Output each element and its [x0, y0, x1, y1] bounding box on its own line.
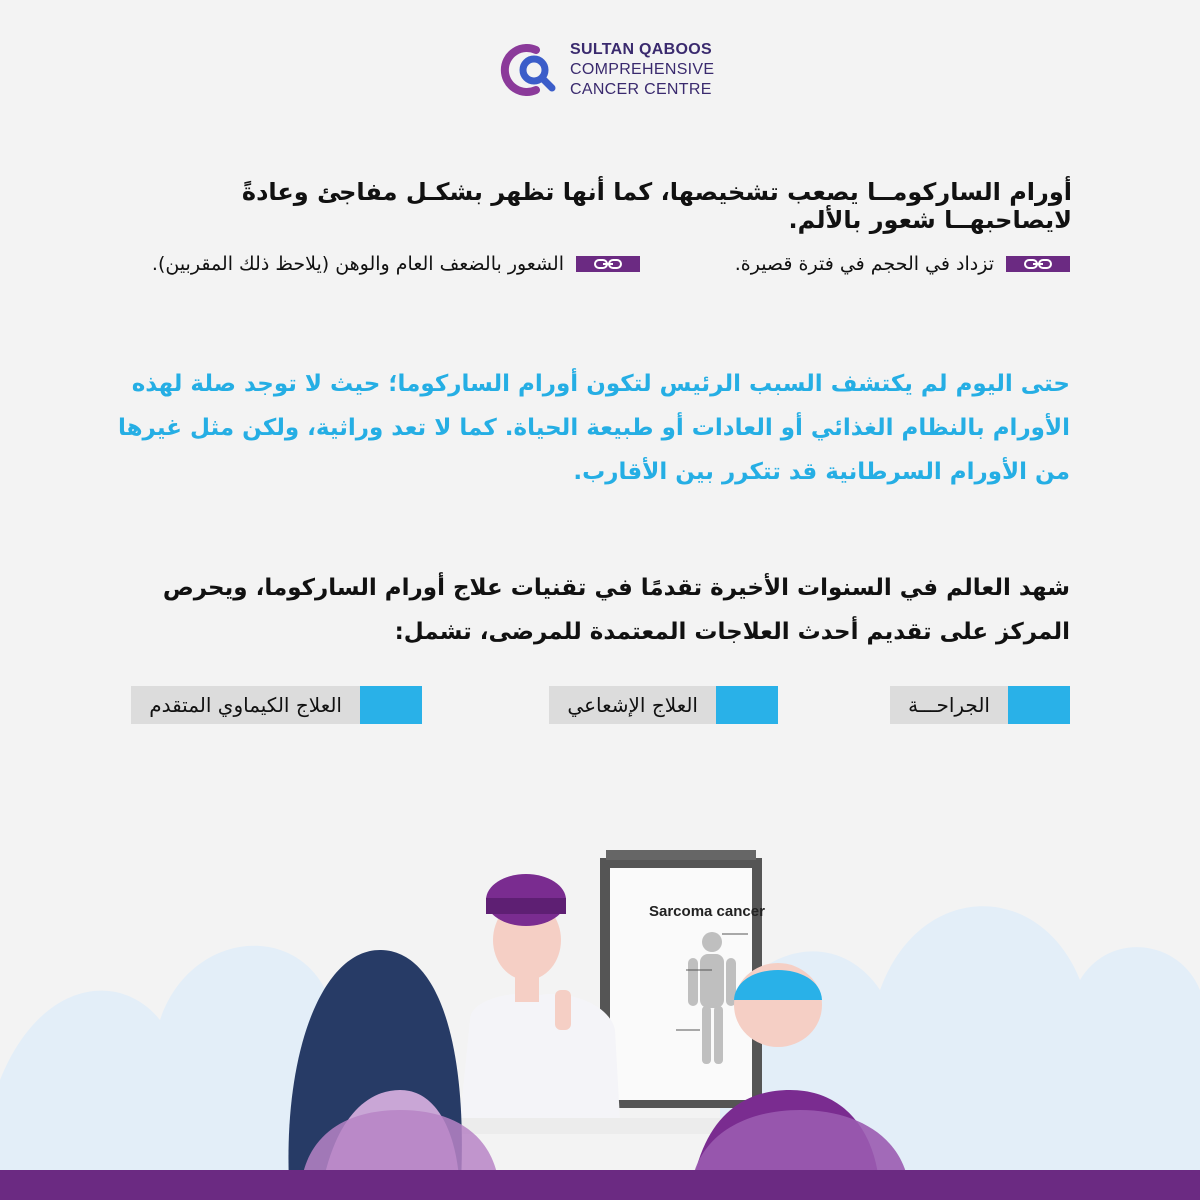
doctor-figure [460, 874, 620, 1120]
symptom-item [735, 252, 1070, 276]
symptom-text: تزداد في الحجم في فترة قصيرة. [734, 253, 994, 275]
footer-band [0, 1170, 1200, 1200]
link-chip-icon [1006, 256, 1070, 272]
symptom-text: الشعور بالضعف العام والوهن (يلاحظ ذلك المقربين). [151, 253, 564, 275]
treatment-label: الجراحـــة [908, 693, 990, 717]
link-chip-icon [576, 256, 640, 272]
treatment-pill-radiation [549, 686, 778, 724]
pill-marker [360, 686, 422, 724]
board-title: Sarcoma cancer [649, 903, 765, 920]
logo-text [570, 40, 714, 100]
logo-line-3: CANCER CENTRE [570, 81, 712, 98]
treatment-label: العلاج الكيماوي المتقدم [149, 693, 342, 717]
consultation-illustration [0, 820, 1200, 1200]
logo-line-2: COMPREHENSIVE [570, 61, 715, 78]
headline: أورام الساركومــا يصعب تشخيصها، كما أنها تظهر بشكـل مفاجئ وعادةً لايصاحبهــا شعور بالألم. [241, 178, 1072, 234]
treatment-label: العلاج الإشعاعي [567, 693, 698, 717]
symptom-item [152, 252, 640, 276]
pill-marker [716, 686, 778, 724]
pill-marker [1008, 686, 1070, 724]
logo-mark-icon [496, 38, 560, 102]
treatment-pill-chemo [131, 686, 422, 724]
logo [496, 38, 716, 102]
cause-paragraph: حتى اليوم لم يكتشف السبب الرئيس لتكون أورام الساركوما؛ حيث لا توجد صلة لهذه الأورام بالنظام الغذائي أو العادات أو طبيعة الحياة. كما لا تعد وراثية، ولكن مثل غيرها من الأورام السرطانية قد تتكرر بين الأقارب. [117, 371, 1070, 485]
treatment-pill-surgery [890, 686, 1070, 724]
treatment-intro: شهد العالم في السنوات الأخيرة تقدمًا في تقنيات علاج أورام الساركوما، ويحرص المركز على تقديم أحدث العلاجات المعتمدة للمرضى، تشمل: [162, 575, 1070, 645]
logo-line-1: SULTAN QABOOS [570, 41, 712, 58]
